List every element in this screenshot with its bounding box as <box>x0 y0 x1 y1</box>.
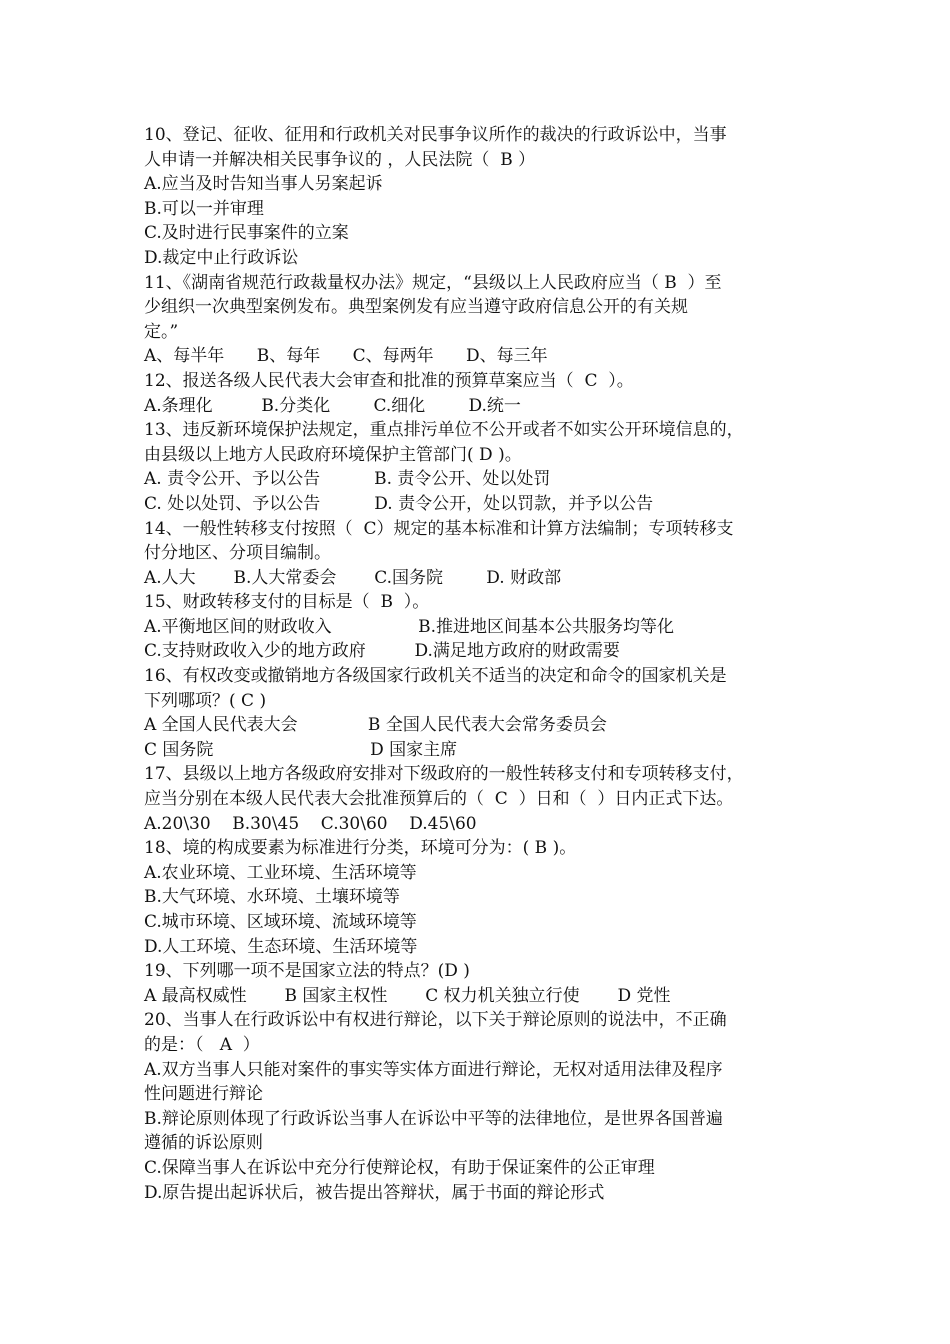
text-line: B.可以一并审理 <box>144 198 264 219</box>
text-line: 付分地区、分项目编制。 <box>144 543 331 564</box>
document-body <box>144 123 824 1205</box>
text-line: C. 处以处罚、予以公告 D. 责令公开，处以罚款，并予以公告 <box>144 493 654 514</box>
text-line: 17、县级以上地方各级政府安排对下级政府的一般性转移支付和专项转移支付， <box>144 764 744 785</box>
text-line: D.人工环境、生态环境、生活环境等 <box>144 936 418 957</box>
text-line: A.20\30 B.30\45 C.30\60 D.45\60 <box>144 813 477 834</box>
text-line: C.支持财政收入少的地方政府 D.满足地方政府的财政需要 <box>144 641 620 662</box>
text-line: A 全国人民代表大会 B 全国人民代表大会常务委员会 <box>144 715 607 736</box>
text-line: 10、登记、征收、征用和行政机关对民事争议所作的裁决的行政诉讼中，当事 <box>144 125 727 145</box>
text-line: 15、财政转移支付的目标是（ B ）。 <box>144 592 430 613</box>
text-line: A.条理化 B.分类化 C.细化 D.统一 <box>144 395 521 416</box>
text-line: A.双方当事人只能对案件的事实等实体方面进行辩论，无权对适用法律及程序 <box>144 1059 723 1080</box>
text-line: A 最高权威性 B 国家主权性 C 权力机关独立行使 D 党性 <box>144 985 671 1006</box>
text-line: A.人大 B.人大常委会 C.国务院 D. 财政部 <box>144 567 562 588</box>
text-line: B.辩论原则体现了行政诉讼当事人在诉讼中平等的法律地位，是世界各国普遍 <box>144 1108 723 1129</box>
text-line: 下列哪项？( C ) <box>144 690 267 711</box>
text-line: C.保障当事人在诉讼中充分行使辩论权，有助于保证案件的公正审理 <box>144 1157 655 1178</box>
text-line: 18、境的构成要素为标准进行分类，环境可分为：( B )。 <box>144 838 577 859</box>
text-line: 应当分别在本级人民代表大会批准预算后的（ C ）日和（ ）日内正式下达。 <box>144 789 734 810</box>
text-line: 遵循的诉讼原则 <box>144 1133 263 1154</box>
text-line: A.农业环境、工业环境、生活环境等 <box>144 862 417 883</box>
text-line: 12、报送各级人民代表大会审查和批准的预算草案应当（ C ）。 <box>144 370 634 391</box>
text-line: A.应当及时告知当事人另案起诉 <box>144 174 383 195</box>
text-line: 少组织一次典型案例发布。典型案例发有应当遵守政府信息公开的有关规 <box>144 297 688 318</box>
text-line: 由县级以上地方人民政府环境保护主管部门( D )。 <box>144 444 522 465</box>
text-line: C.及时进行民事案件的立案 <box>144 223 349 244</box>
text-line: C 国务院 D 国家主席 <box>144 739 458 760</box>
text-line: 20、当事人在行政诉讼中有权进行辩论，以下关于辩论原则的说法中，不正确 <box>144 1010 727 1031</box>
text-line: C.城市环境、区域环境、流域环境等 <box>144 912 417 932</box>
text-line: 13、违反新环境保护法规定，重点排污单位不公开或者不如实公开环境信息的， <box>144 420 744 441</box>
text-line: 19、下列哪一项不是国家立法的特点？(D ) <box>144 961 470 982</box>
text-line: 定。” <box>144 321 179 342</box>
text-line: B.大气环境、水环境、土壤环境等 <box>144 887 400 908</box>
text-line: A.平衡地区间的财政收入 B.推进地区间基本公共服务均等化 <box>144 616 675 637</box>
text-line: 11、《湖南省规范行政裁量权办法》规定，“县级以上人民政府应当（ B ）至 <box>144 272 722 293</box>
text-line: 的是：（ A ） <box>144 1034 260 1055</box>
text-line: 14、一般性转移支付按照（ C）规定的基本标准和计算方法编制；专项转移支 <box>144 518 734 539</box>
text-line: A. 责令公开、予以公告 B. 责令公开、处以处罚 <box>144 469 551 490</box>
text-line: D.原告提出起诉状后，被告提出答辩状，属于书面的辩论形式 <box>144 1182 605 1203</box>
text-line: A、每半年 B、每年 C、每两年 D、每三年 <box>144 346 548 367</box>
text-line: 16、有权改变或撤销地方各级国家行政机关不适当的决定和命令的国家机关是 <box>144 666 727 687</box>
text-line: 人申请一并解决相关民事争议的 ，人民法院（ B ） <box>144 149 536 170</box>
text-line: 性问题进行辩论 <box>144 1084 263 1105</box>
text-line: D.裁定中止行政诉讼 <box>144 247 299 268</box>
